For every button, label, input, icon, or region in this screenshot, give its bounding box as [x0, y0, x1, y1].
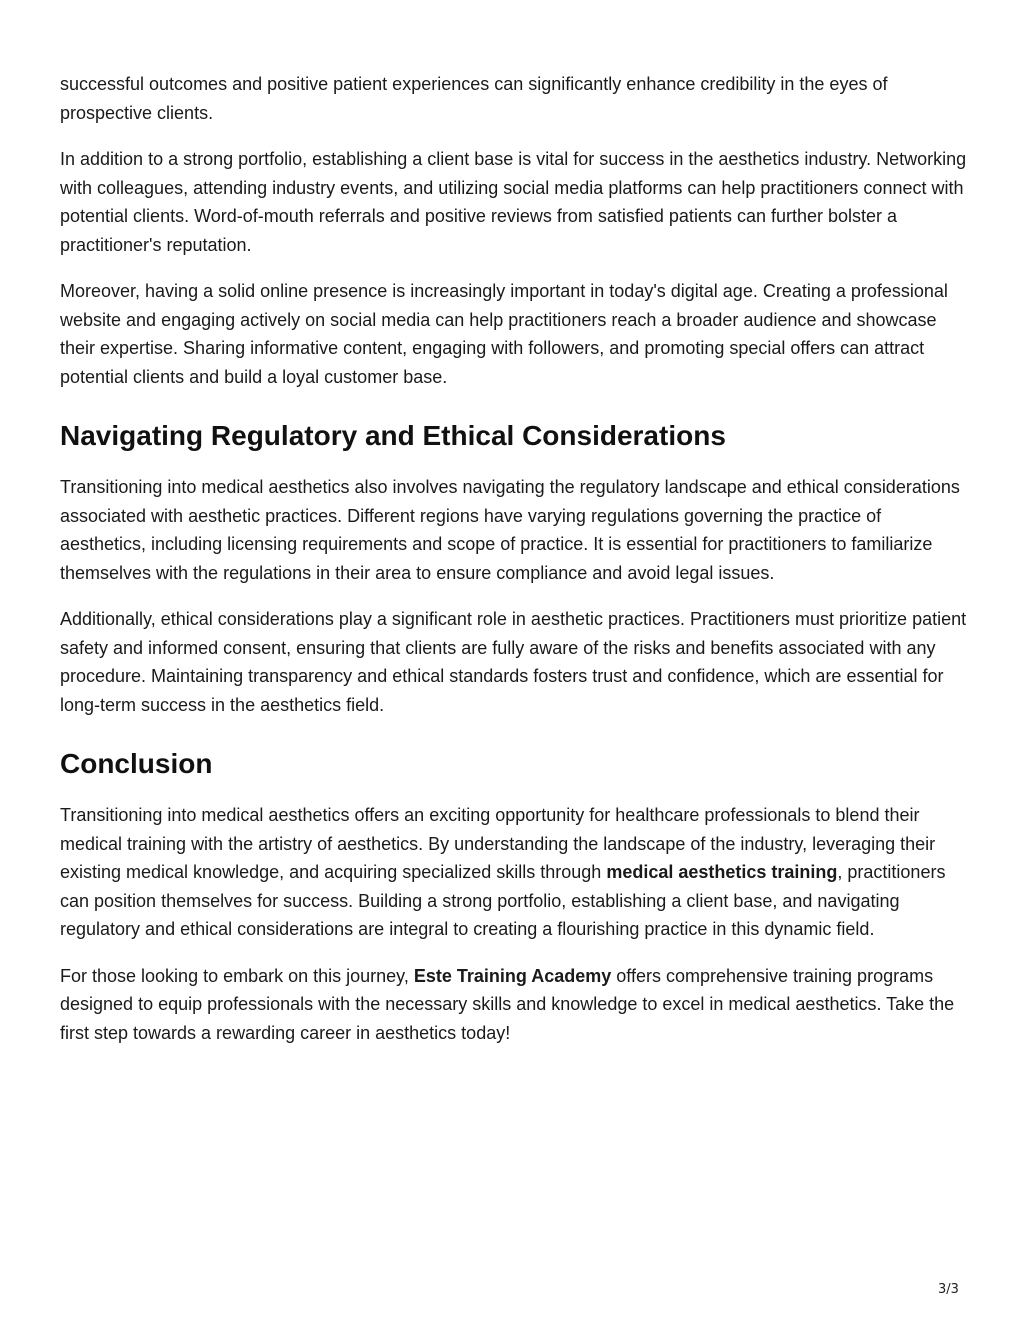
bold-medical-aesthetics-training: medical aesthetics training [606, 862, 838, 882]
cta-text-end: offers comprehensive training programs designed to equip professionals with the necessary skills and knowledge to excel in medical aesthetics. Take the first step towards a rewarding career in aesthetics today! [60, 965, 955, 1043]
bold-este-training-academy: Este Training Academy [413, 965, 612, 986]
document-page [60, 70, 970, 1065]
page-number: 3/3 [938, 1282, 959, 1297]
heading-conclusion: Conclusion [60, 748, 213, 779]
paragraph-conclusion [60, 801, 970, 944]
paragraph-online-presence: Moreover, having a solid online presence is increasingly important in today's digital age. Creating a professional website and engaging actively on social media can help practitioners reach a broader audience and showcase their expertise. Sharing informative content, engaging with followers, and promoting special offers can attract potential clients and build a loyal customer base. [60, 281, 948, 387]
paragraph-call-to-action [60, 962, 970, 1048]
paragraph-ethical: Additionally, ethical considerations play a significant role in aesthetic practices. Practitioners must prioritize patient safety and informed consent, ensuring that clients are fully aware of the risks and benefits associated with any procedure. Maintaining transparency and ethical standards fosters trust and confidence, which are essential for long-term success in the aesthetics field. [60, 609, 967, 715]
paragraph-outcomes: successful outcomes and positive patient experiences can significantly enhance credibility in the eyes of prospective clients. [60, 74, 888, 123]
conclusion-text-start: Transitioning into medical aesthetics offers an exciting opportunity for healthcare professionals to blend their medical training with the artistry of aesthetics. By understanding the landscape of the industry, leveraging their existing medical knowledge, and acquiring specialized skills through [60, 805, 936, 882]
paragraph-client-base: In addition to a strong portfolio, establishing a client base is vital for success in the aesthetics industry. Networking with colleagues, attending industry events, and utilizing social media platforms can help practitioners connect with potential clients. Word-of-mouth referrals and positive reviews from satisfied patients can further bolster a practitioner's reputation. [60, 149, 967, 255]
cta-text-start: For those looking to embark on this journey, [60, 965, 414, 986]
paragraph-regulatory: Transitioning into medical aesthetics also involves navigating the regulatory landscape and ethical considerations associated with aesthetic practices. Different regions have varying regulations governing the practice of aesthetics, including licensing requirements and scope of practice. It is essential for practitioners to familiarize themselves with the regulations in their area to ensure compliance and avoid legal issues. [60, 477, 960, 583]
conclusion-text-end: , practitioners can position themselves for success. Building a strong portfolio, establishing a client base, and navigating regulatory and ethical considerations are integral to creating a flourishing practice in this dynamic field. [60, 862, 946, 939]
heading-regulatory: Navigating Regulatory and Ethical Considerations [60, 420, 726, 451]
